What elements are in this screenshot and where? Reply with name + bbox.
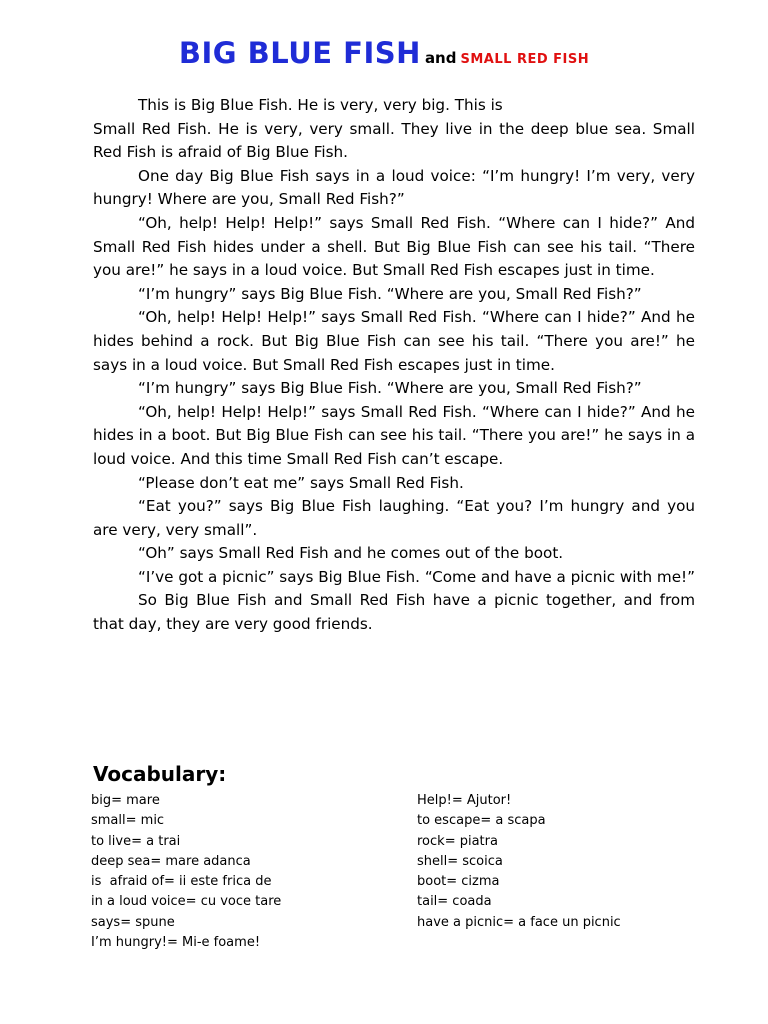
vocabulary-item: have a picnic= a face un picnic <box>417 914 621 930</box>
vocabulary-item: deep sea= mare adanca <box>91 853 251 869</box>
story-paragraph: So Big Blue Fish and Small Red Fish have a picnic together, and from that day, they are very good friends. <box>93 591 695 634</box>
vocabulary-item: Help!= Ajutor! <box>417 793 512 808</box>
story-text <box>93 94 695 637</box>
vocabulary-list-right <box>417 791 717 933</box>
story-paragraph: “I’m hungry” says Big Blue Fish. “Where are you, Small Red Fish?” <box>138 284 642 303</box>
vocabulary-item: small= mic <box>91 813 165 829</box>
title-small-red-fish: SMALL RED FISH <box>460 52 590 67</box>
vocabulary-item: to escape= a scapa <box>417 813 546 829</box>
story-paragraph: “Oh, help! Help! Help!” says Small Red Fish. “Where can I hide?” And Small Red Fish hides under a shell. But Big Blue Fish can see his tail. “There you are!” he says in a loud voice. But Small Red Fish escapes just in time. <box>93 213 695 280</box>
vocabulary-item: rock= piatra <box>417 833 498 849</box>
story-paragraph: “I’ve got a picnic” says Big Blue Fish. “Come and have a picnic with me!” <box>138 567 696 586</box>
vocabulary-item: is afraid of= ii este frica de <box>91 874 272 890</box>
story-paragraph: “Oh, help! Help! Help!” says Small Red Fish. “Where can I hide?” And he hides in a boot. But Big Blue Fish can see his tail. “There you are!” he says in a loud voice. And this time Small Red Fish can’t escape. <box>93 402 695 468</box>
vocabulary-item: to live= a trai <box>91 833 181 849</box>
vocabulary-item: in a loud voice= cu voce tare <box>91 894 282 910</box>
vocabulary-item: boot= cizma <box>417 874 500 890</box>
vocabulary-item: tail= coada <box>417 894 492 910</box>
story-paragraph: This is Big Blue Fish. He is very, very big. This is <box>138 96 503 114</box>
vocabulary-heading: Vocabulary: <box>93 762 227 786</box>
page-title <box>0 36 768 70</box>
title-and: and <box>424 49 457 67</box>
vocabulary-item: I’m hungry!= Mi-e foame! <box>91 935 261 951</box>
vocabulary-item: says= spune <box>91 914 175 930</box>
vocabulary-item: shell= scoica <box>417 853 503 869</box>
title-big-blue-fish: BIG BLUE FISH <box>178 36 421 70</box>
vocabulary-list-left <box>91 791 391 953</box>
story-paragraph: “I’m hungry” says Big Blue Fish. “Where are you, Small Red Fish?” <box>138 379 642 398</box>
story-paragraph: “Oh” says Small Red Fish and he comes out of the boot. <box>138 544 564 563</box>
story-paragraph: One day Big Blue Fish says in a loud voice: “I’m hungry! I’m very, very hungry! Where are you, Small Red Fish?” <box>93 166 695 209</box>
story-paragraph: “Oh, help! Help! Help!” says Small Red Fish. “Where can I hide?” And he hides behind a rock. But Big Blue Fish can see his tail. “There you are!” he says in a loud voice. But Small Red Fish escapes just in time. <box>93 308 695 374</box>
story-paragraph: “Eat you?” says Big Blue Fish laughing. “Eat you? I’m hungry and you are very, very small”. <box>93 497 695 539</box>
story-paragraph: “Please don’t eat me” says Small Red Fish. <box>138 473 464 492</box>
story-paragraph: Small Red Fish. He is very, very small. They live in the deep blue sea. Small Red Fish is afraid of Big Blue Fish. <box>93 119 695 162</box>
vocabulary-item: big= mare <box>91 793 160 808</box>
